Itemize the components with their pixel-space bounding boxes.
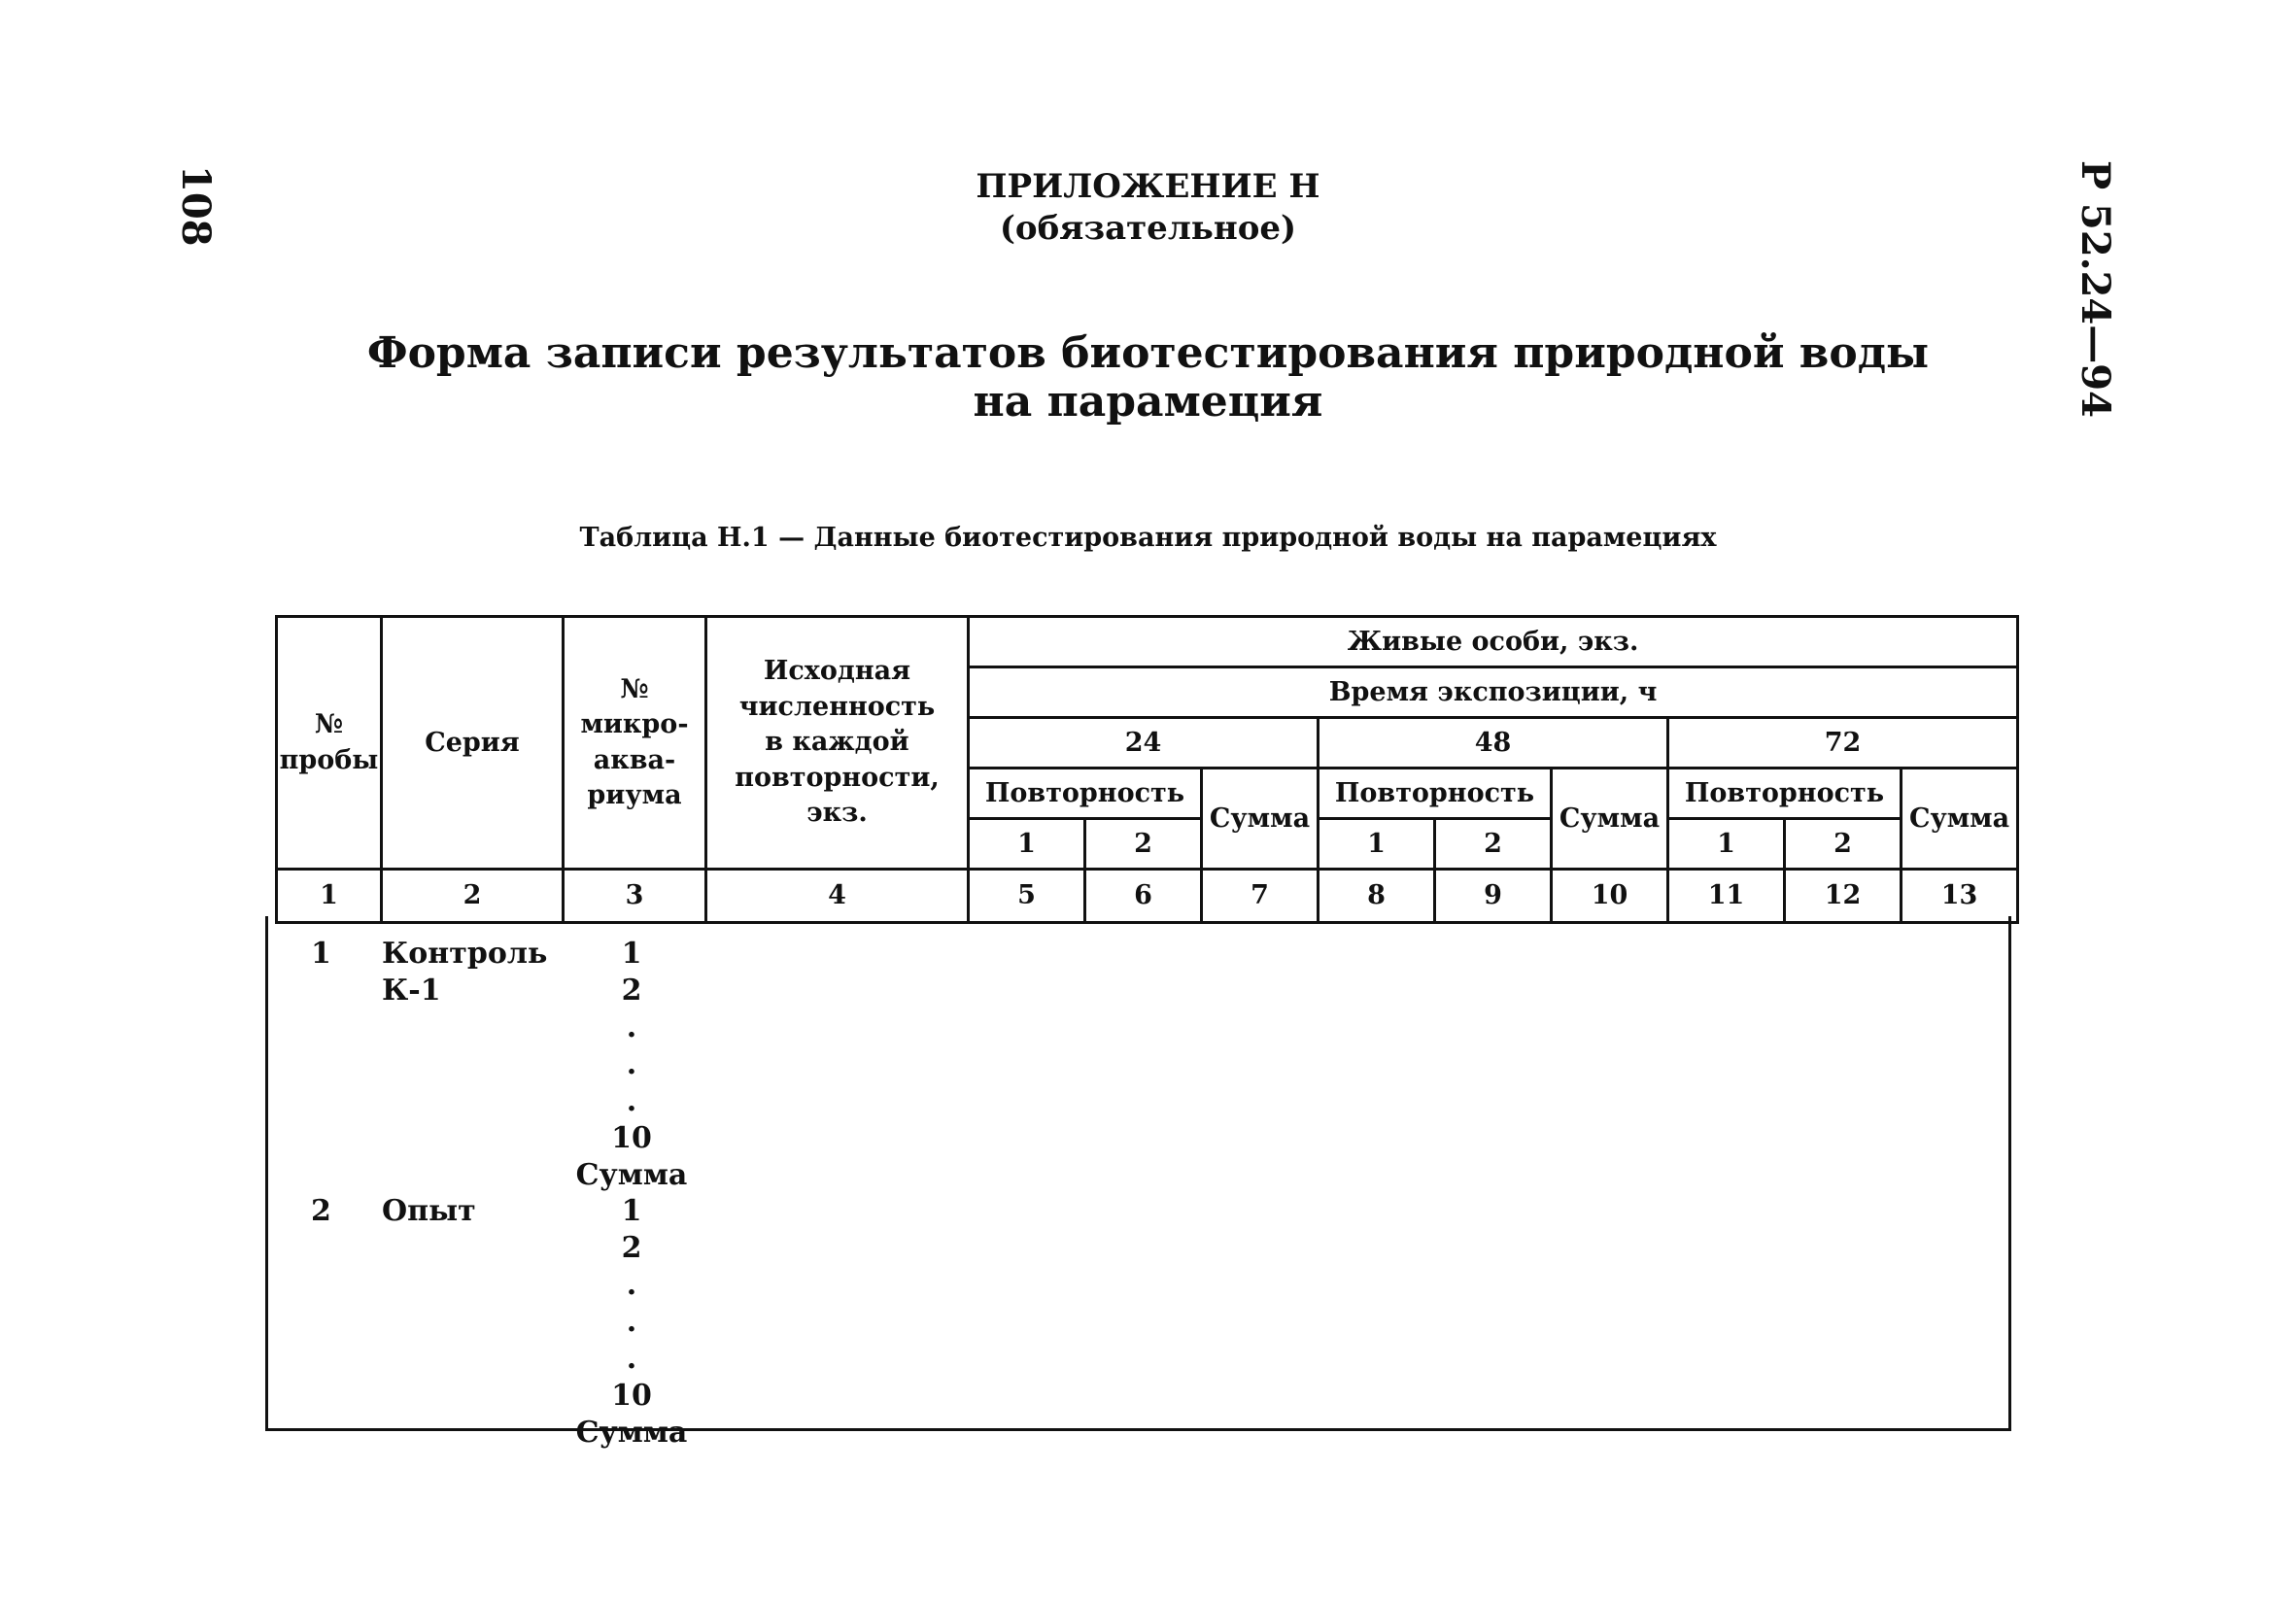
header-repeat-24: Повторность bbox=[969, 769, 1202, 819]
header-rep-72-1: 1 bbox=[1668, 819, 1785, 870]
row2-series: Опыт bbox=[382, 1194, 476, 1228]
row1-series: Контроль К-1 bbox=[382, 937, 548, 1008]
header-live-individuals: Живые особи, экз. bbox=[969, 617, 2018, 667]
column-number: 7 bbox=[1202, 870, 1319, 923]
header-probe-number: № пробы bbox=[277, 617, 382, 870]
column-number: 8 bbox=[1319, 870, 1435, 923]
column-number: 1 bbox=[277, 870, 382, 923]
column-number: 12 bbox=[1785, 870, 1902, 923]
row2-aquaria: 1 2 . . . 10 Сумма bbox=[575, 1194, 688, 1450]
header-microaquarium: № микро- аква- риума bbox=[564, 617, 706, 870]
header-hours-48: 48 bbox=[1319, 718, 1668, 769]
page-title-line1: Форма записи результатов биотестирования природной воды bbox=[366, 328, 1930, 378]
header-repeat-48: Повторность bbox=[1319, 769, 1552, 819]
page-title-line2: на парамеция bbox=[973, 377, 1323, 427]
header-repeat-72: Повторность bbox=[1668, 769, 1902, 819]
document-code: Р 52.24—94 bbox=[2073, 160, 2118, 418]
row1-aquaria: 1 2 . . . 10 Сумма bbox=[575, 937, 688, 1192]
header-rep-48-2: 2 bbox=[1435, 819, 1552, 870]
header-rep-24-2: 2 bbox=[1085, 819, 1202, 870]
column-number: 4 bbox=[706, 870, 969, 923]
header-sum-72: Сумма bbox=[1902, 769, 2018, 870]
header-rep-24-1: 1 bbox=[969, 819, 1085, 870]
column-number: 11 bbox=[1668, 870, 1785, 923]
header-initial-count: Исходная численность в каждой повторности, экз. bbox=[706, 617, 969, 870]
appendix-note: (обязательное) bbox=[999, 209, 1297, 248]
column-number: 9 bbox=[1435, 870, 1552, 923]
column-number: 10 bbox=[1552, 870, 1668, 923]
column-number: 13 bbox=[1902, 870, 2018, 923]
column-number: 2 bbox=[382, 870, 564, 923]
column-number: 6 bbox=[1085, 870, 1202, 923]
header-sum-48: Сумма bbox=[1552, 769, 1668, 870]
page-number: 108 bbox=[173, 165, 219, 247]
header-sum-24: Сумма bbox=[1202, 769, 1319, 870]
column-number: 5 bbox=[969, 870, 1085, 923]
row1-probe: 1 bbox=[311, 937, 331, 971]
row2-probe: 2 bbox=[311, 1194, 331, 1228]
header-hours-72: 72 bbox=[1668, 718, 2018, 769]
header-exposure-time: Время экспозиции, ч bbox=[969, 667, 2018, 718]
results-table-header bbox=[275, 615, 2019, 924]
header-rep-48-1: 1 bbox=[1319, 819, 1435, 870]
appendix-heading: ПРИЛОЖЕНИЕ Н bbox=[976, 167, 1320, 206]
header-hours-24: 24 bbox=[969, 718, 1319, 769]
column-number: 3 bbox=[564, 870, 706, 923]
table-caption: Таблица Н.1 — Данные биотестирования природной воды на парамециях bbox=[579, 523, 1717, 553]
header-rep-72-2: 2 bbox=[1785, 819, 1902, 870]
header-series: Серия bbox=[382, 617, 564, 870]
